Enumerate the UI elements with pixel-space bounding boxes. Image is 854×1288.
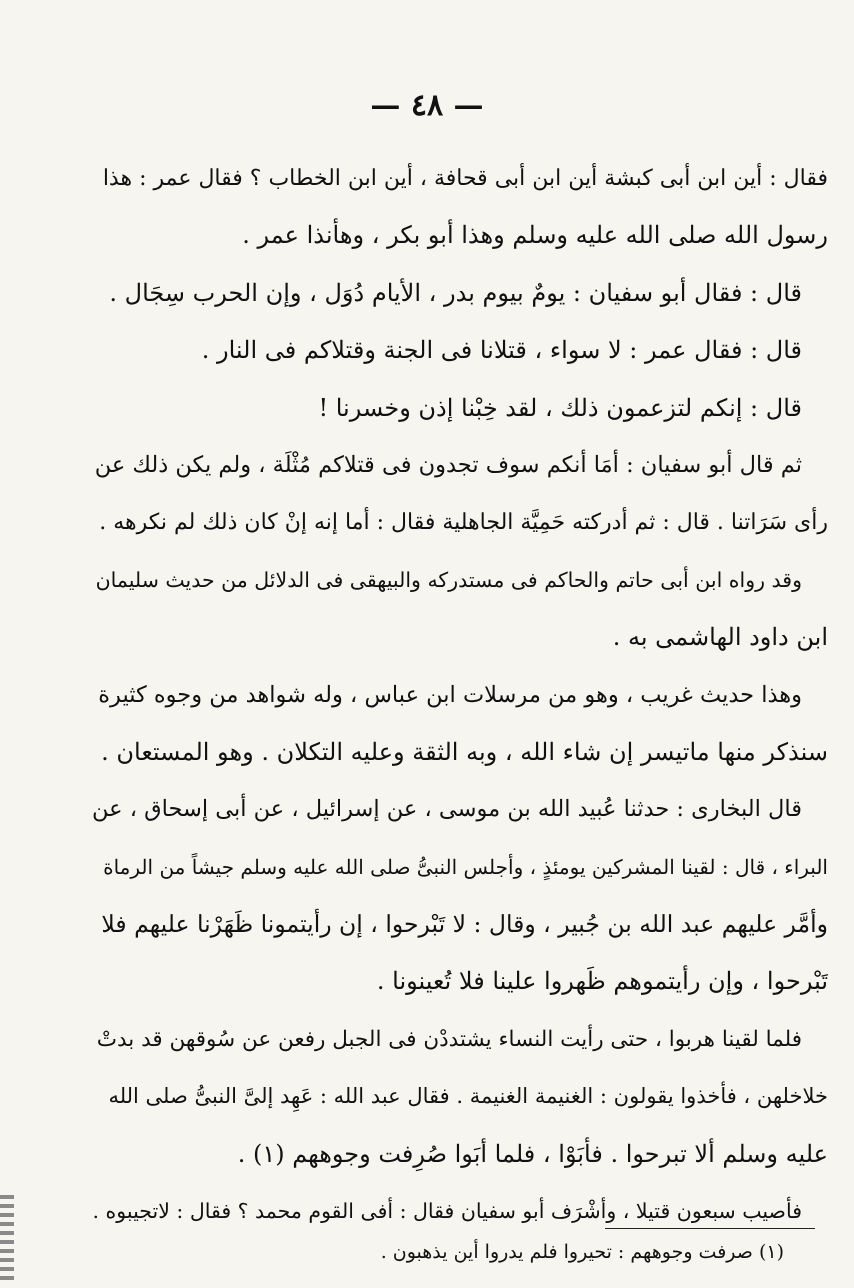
text-line: خلاخلهن ، فأخذوا يقولون : الغنيمة الغنيمة . فقال عبد الله : عَهِد إلىَّ النبىُّ صلى الله [108, 1084, 828, 1109]
text-line: سنذكر منها ماتيسر إن شاء الله ، وبه الثقة وعليه التكلان . وهو المستعان . [101, 737, 828, 766]
text-line: البراء ، قال : لقينا المشركين يومئذٍ ، وأجلس النبىُّ صلى الله عليه وسلم جيشاً من الرماة [103, 854, 828, 879]
text-line: وقد رواه ابن أبى حاتم والحاكم فى مستدركه والبيهقى فى الدلائل من حديث سليمان [95, 567, 802, 592]
footnote-divider [605, 1228, 815, 1229]
text-line: عليه وسلم ألا تبرحوا . فأبَوْا ، فلما أبَوا صُرِفت وجوههم (١) . [237, 1139, 828, 1168]
text-line: ابن داود الهاشمى به . [612, 623, 828, 652]
text-line: قال : فقال عمر : لا سواء ، قتلانا فى الجنة وقتلاكم فى النار . [201, 336, 802, 365]
text-line: وأمَّر عليهم عبد الله بن جُبير ، وقال : لا تَبْرحوا ، إن رأيتمونا ظَهَرْنا عليهم فلا [101, 910, 828, 939]
text-line: وهذا حديث غريب ، وهو من مرسلات ابن عباس ، وله شواهد من وجوه كثيرة [98, 681, 802, 708]
text-line: فأصيب سبعون قتيلا ، وأشْرَف أبو سفيان فقال : أفى القوم محمد ؟ فقال : لاتجيبوه . [92, 1199, 802, 1224]
footnote: (١) صرفت وجوههم : تحيروا فلم يدروا أين يذهبون . [380, 1241, 784, 1263]
text-line: ثم قال أبو سفيان : أمَا أنكم سوف تجدون فى قتلاكم مُثْلَة ، ولم يكن ذلك عن [94, 451, 802, 478]
page-number: — ٤٨ — [370, 88, 484, 123]
text-line: قال : فقال أبو سفيان : يومٌ بيوم بدر ، الأيام دُوَل ، وإن الحرب سِجَال . [109, 278, 802, 307]
text-line: رسول الله صلى الله عليه وسلم وهذا أبو بكر ، وهأنذا عمر . [242, 221, 828, 250]
text-line: تَبْرحوا ، وإن رأيتموهم ظَهروا علينا فلا تُعينونا . [376, 967, 828, 996]
text-line: فقال : أين ابن أبى كبشة أين ابن أبى قحافة ، أين ابن الخطاب ؟ فقال عمر : هذا [102, 166, 828, 191]
text-line: قال : إنكم لتزعمون ذلك ، لقد خِبْنا إذن وخسرنا ! [318, 393, 802, 422]
text-line: فلما لقينا هربوا ، حتى رأيت النساء يشتددْن فى الجبل رفعن عن سُوقهن قد بدتْ [96, 1026, 802, 1052]
text-line: رأى سَرَاتنا . قال : ثم أدركته حَمِيَّة الجاهلية فقال : أما إنه إنْ كان ذلك لم نكرهه . [99, 510, 828, 536]
scan-edge-mark [0, 1190, 14, 1280]
main-text [92, 150, 828, 1240]
text-line: قال البخارى : حدثنا عُبيد الله بن موسى ، عن إسرائيل ، عن أبى إسحاق ، عن [92, 796, 802, 823]
